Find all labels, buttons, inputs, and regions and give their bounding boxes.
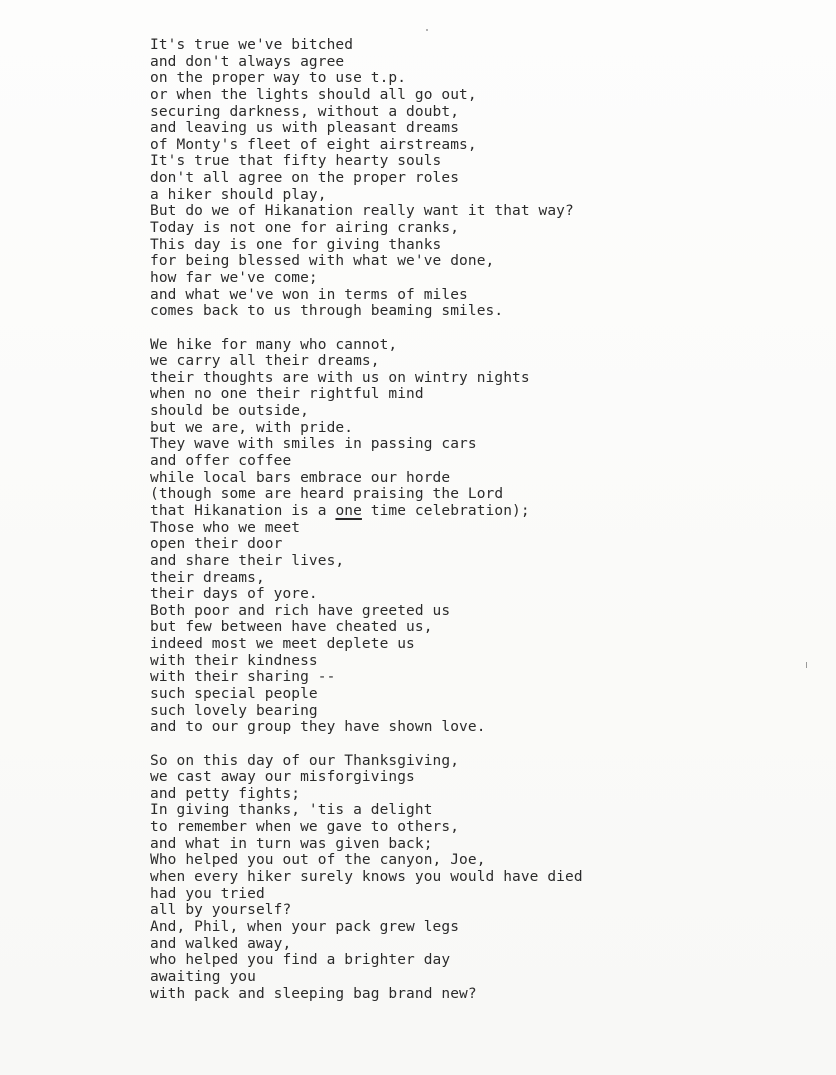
poem-line: their days of yore. xyxy=(150,586,318,603)
poem-line: such lovely bearing xyxy=(150,702,318,719)
poem-line: how far we've come; xyxy=(150,269,318,286)
poem-line: This day is one for giving thanks xyxy=(150,236,442,253)
poem-line: should be outside, xyxy=(150,403,309,420)
poem-line: we carry all their dreams, xyxy=(150,353,380,370)
poem-line: with pack and sleeping bag brand new? xyxy=(150,985,477,1002)
poem-line: indeed most we meet deplete us xyxy=(150,636,415,653)
poem-line: And, Phil, when your pack grew legs xyxy=(150,918,460,935)
poem-line: We hike for many who cannot, xyxy=(150,336,398,353)
poem-line: securing darkness, without a doubt, xyxy=(150,103,460,120)
poem-line: Those who we meet xyxy=(150,519,301,536)
poem-line: all by yourself? xyxy=(150,902,292,919)
poem-line: with their kindness xyxy=(150,652,318,669)
poem-line: with their sharing -- xyxy=(150,669,336,686)
stanza-break xyxy=(150,320,810,337)
poem-line: a hiker should play, xyxy=(150,186,327,203)
poem-line: and offer coffee xyxy=(150,453,292,470)
poem-line: comes back to us through beaming smiles. xyxy=(150,303,504,320)
poem-line: It's true that fifty hearty souls xyxy=(150,153,442,170)
poem-line: and share their lives, xyxy=(150,552,345,569)
poem-line: Who helped you out of the canyon, Joe, xyxy=(150,852,486,869)
poem-line: when every hiker surely knows you would have died xyxy=(150,869,583,886)
poem-line: don't all agree on the proper roles xyxy=(150,170,460,187)
poem-line: But do we of Hikanation really want it that way? xyxy=(150,203,574,220)
poem-line: we cast away our misforgivings xyxy=(150,769,415,786)
poem-line: their dreams, xyxy=(150,569,265,586)
poem-line: awaiting you xyxy=(150,968,256,985)
paper-speck xyxy=(426,29,428,31)
poem-line: when no one their rightful mind xyxy=(150,386,424,403)
line-text-before: that Hikanation is a xyxy=(150,502,336,519)
poem-line: and to our group they have shown love. xyxy=(150,719,486,736)
poem-line: and petty fights; xyxy=(150,785,301,802)
stanza-2 xyxy=(150,337,810,736)
stanza-break xyxy=(150,736,810,753)
poem-line: but we are, with pride. xyxy=(150,419,354,436)
line-text-after: time celebration); xyxy=(361,502,530,519)
poem-text xyxy=(150,37,810,1002)
poem-line: or when the lights should all go out, xyxy=(150,86,477,103)
poem-line: for being blessed with what we've done, xyxy=(150,253,495,270)
poem-line: of Monty's fleet of eight airstreams, xyxy=(150,136,477,153)
poem-line: such special people xyxy=(150,685,318,702)
poem-line: It's true we've bitched xyxy=(150,37,354,53)
poem-line: open their door xyxy=(150,536,283,553)
stanza-3 xyxy=(150,753,810,1003)
poem-line-with-emphasis xyxy=(150,503,810,520)
poem-line: Both poor and rich have greeted us xyxy=(150,602,451,619)
underlined-word: one xyxy=(335,502,362,519)
poem-line: and don't always agree xyxy=(150,53,345,70)
poem-line: and leaving us with pleasant dreams xyxy=(150,120,460,137)
poem-line: who helped you find a brighter day xyxy=(150,952,451,969)
poem-line: on the proper way to use t.p. xyxy=(150,70,407,87)
poem-line: They wave with smiles in passing cars xyxy=(150,436,477,453)
poem-line: Today is not one for airing cranks, xyxy=(150,220,460,237)
poem-line: In giving thanks, 'tis a delight xyxy=(150,802,433,819)
poem-line: So on this day of our Thanksgiving, xyxy=(150,752,460,769)
poem-line: while local bars embrace our horde xyxy=(150,469,451,486)
poem-line: and walked away, xyxy=(150,935,292,952)
stanza-1 xyxy=(150,37,810,320)
poem-line: their thoughts are with us on wintry nights xyxy=(150,369,530,386)
poem-line: had you tried xyxy=(150,885,265,902)
poem-line: but few between have cheated us, xyxy=(150,619,433,636)
poem-line: and what in turn was given back; xyxy=(150,835,433,852)
poem-line: to remember when we gave to others, xyxy=(150,819,460,836)
poem-line: and what we've won in terms of miles xyxy=(150,286,468,303)
poem-line: (though some are heard praising the Lord xyxy=(150,486,504,503)
